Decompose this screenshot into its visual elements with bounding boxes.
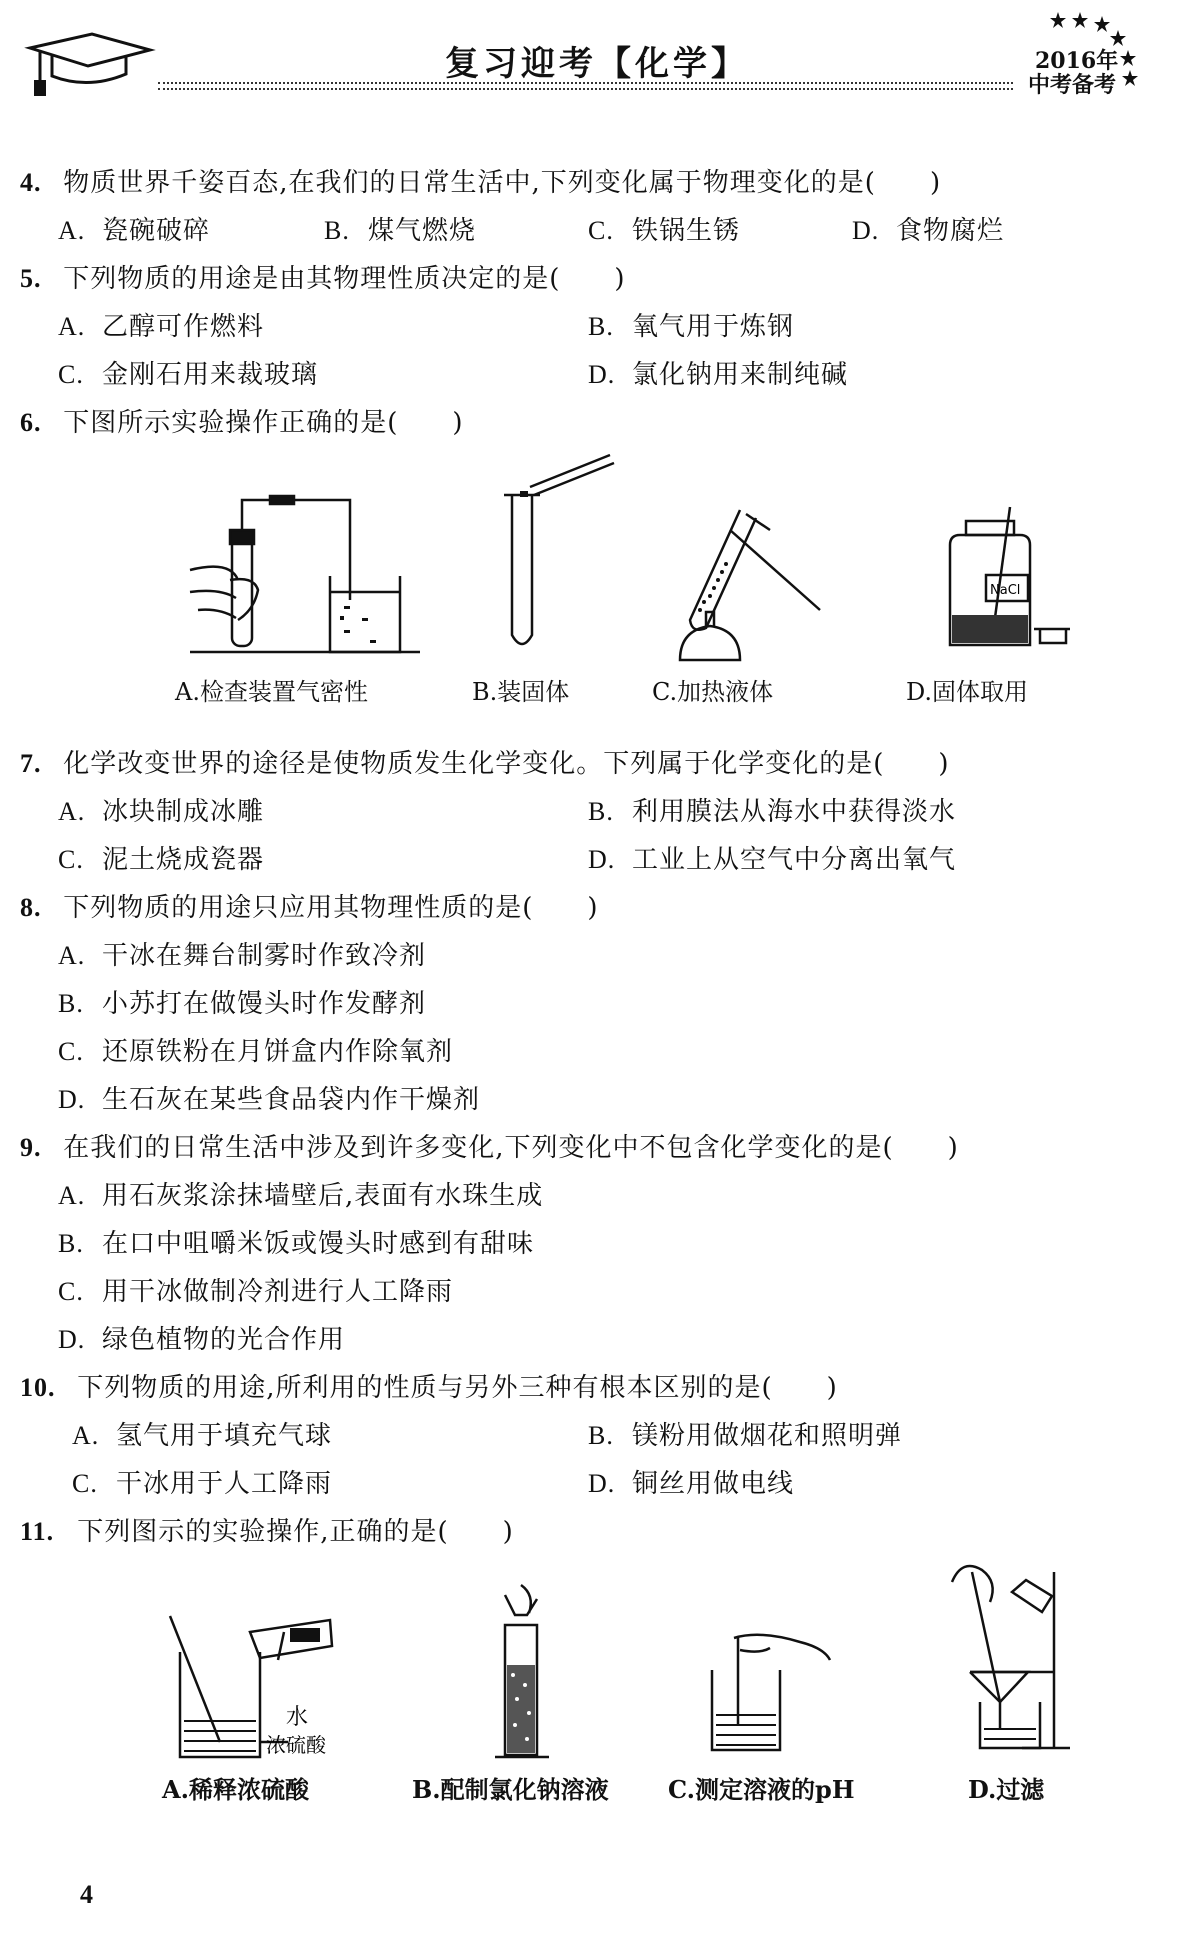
option-text: 利用膜法从海水中获得淡水 xyxy=(632,797,957,827)
question-6 xyxy=(20,402,464,439)
figure-diluting-acid xyxy=(160,1612,390,1762)
figure-loading-solid xyxy=(500,455,620,655)
question-text: 下图所示实验操作正确的是( ) xyxy=(63,408,464,438)
option-text: 绿色植物的光合作用 xyxy=(102,1325,346,1355)
figure-measuring-ph xyxy=(700,1630,840,1760)
option-letter: A. xyxy=(58,941,86,970)
option-letter: B. xyxy=(324,216,350,245)
question-text: 下列物质的用途只应用其物理性质的是( ) xyxy=(63,893,599,923)
option-text: 氢气用于填充气球 xyxy=(116,1421,333,1451)
nacl-label: NaCl xyxy=(990,583,1021,598)
question-text: 化学改变世界的途径是使物质发生化学变化。下列属于化学变化的是( ) xyxy=(63,749,950,779)
option-4d[interactable] xyxy=(852,210,1004,247)
question-text: 物质世界千姿百态,在我们的日常生活中,下列变化属于物理变化的是( ) xyxy=(63,168,942,198)
option-9b[interactable] xyxy=(58,1223,534,1260)
figure-taking-solid xyxy=(930,505,1070,655)
question-number: 8. xyxy=(20,893,42,922)
option-letter: C. xyxy=(58,1277,84,1306)
caption-6c: C.加热液体 xyxy=(652,678,774,706)
question-text: 下列物质的用途,所利用的性质与另外三种有根本区别的是( ) xyxy=(77,1373,838,1403)
question-11 xyxy=(20,1511,514,1548)
option-10d[interactable] xyxy=(588,1463,794,1500)
option-text: 氧气用于炼钢 xyxy=(632,312,795,342)
caption-11a: A.稀释浓硫酸 xyxy=(162,1775,309,1804)
option-9c[interactable] xyxy=(58,1271,453,1308)
option-4c[interactable] xyxy=(588,210,740,247)
option-letter: B. xyxy=(58,1229,84,1258)
option-letter: C. xyxy=(58,1037,84,1066)
figure-preparing-solution xyxy=(475,1585,575,1765)
option-text: 干冰在舞台制雾时作致冷剂 xyxy=(102,941,427,971)
option-letter: C. xyxy=(588,216,614,245)
option-8a[interactable] xyxy=(58,935,426,972)
option-letter: D. xyxy=(852,216,880,245)
option-8d[interactable] xyxy=(58,1079,480,1116)
option-text: 煤气燃烧 xyxy=(368,216,477,246)
option-text: 干冰用于人工降雨 xyxy=(116,1469,333,1499)
graduation-cap-icon xyxy=(22,30,152,100)
figure-airtightness-check xyxy=(190,480,420,660)
option-text: 生石灰在某些食品袋内作干燥剂 xyxy=(102,1085,481,1115)
option-text: 铜丝用做电线 xyxy=(632,1469,795,1499)
option-text: 金刚石用来裁玻璃 xyxy=(102,360,319,390)
option-4b[interactable] xyxy=(324,210,476,247)
badge-year: 2016年 xyxy=(1035,48,1119,74)
option-letter: A. xyxy=(58,797,86,826)
option-7a[interactable] xyxy=(58,791,264,828)
acid-label: 浓硫酸 xyxy=(266,1733,326,1757)
option-text: 泥土烧成瓷器 xyxy=(102,845,265,875)
option-letter: A. xyxy=(58,312,86,341)
page-header-title: 复习迎考【化学】 xyxy=(445,44,749,84)
page-number: 4 xyxy=(80,1880,93,1909)
option-5c[interactable] xyxy=(58,354,318,391)
option-letter: D. xyxy=(588,1469,616,1498)
option-text: 铁锅生锈 xyxy=(632,216,741,246)
option-7b[interactable] xyxy=(588,791,956,828)
question-text: 下列图示的实验操作,正确的是( ) xyxy=(77,1517,514,1547)
question-number: 11. xyxy=(20,1517,55,1546)
water-label: 水 xyxy=(286,1705,309,1730)
option-letter: B. xyxy=(588,797,614,826)
option-7c[interactable] xyxy=(58,839,264,876)
option-letter: A. xyxy=(58,216,86,245)
caption-6d: D.固体取用 xyxy=(906,678,1029,706)
question-number: 9. xyxy=(20,1133,42,1162)
caption-11b: B.配制氯化钠溶液 xyxy=(412,1775,609,1804)
option-7d[interactable] xyxy=(588,839,956,876)
question-7 xyxy=(20,743,950,780)
caption-11d: D.过滤 xyxy=(968,1775,1045,1804)
option-8c[interactable] xyxy=(58,1031,453,1068)
header-divider xyxy=(158,88,1013,90)
option-10a[interactable] xyxy=(72,1415,332,1452)
option-letter: D. xyxy=(588,845,616,874)
option-letter: A. xyxy=(72,1421,100,1450)
option-text: 在口中咀嚼米饭或馒头时感到有甜味 xyxy=(102,1229,535,1259)
option-letter: D. xyxy=(58,1085,86,1114)
option-9a[interactable] xyxy=(58,1175,543,1212)
badge-subtitle: 中考备考 xyxy=(1028,72,1117,98)
option-letter: B. xyxy=(588,1421,614,1450)
question-number: 5. xyxy=(20,264,42,293)
figure-filtration xyxy=(942,1552,1072,1752)
option-text: 食物腐烂 xyxy=(896,216,1005,246)
option-5b[interactable] xyxy=(588,306,794,343)
option-letter: C. xyxy=(58,845,84,874)
question-number: 10. xyxy=(20,1373,56,1402)
option-letter: A. xyxy=(58,1181,86,1210)
question-number: 6. xyxy=(20,408,42,437)
question-text: 下列物质的用途是由其物理性质决定的是( ) xyxy=(63,264,626,294)
option-letter: C. xyxy=(72,1469,98,1498)
option-text: 镁粉用做烟花和照明弹 xyxy=(632,1421,903,1451)
option-5a[interactable] xyxy=(58,306,264,343)
question-10 xyxy=(20,1367,838,1404)
option-letter: B. xyxy=(588,312,614,341)
option-text: 用石灰浆涂抹墙壁后,表面有水珠生成 xyxy=(102,1181,544,1211)
caption-6b: B.装固体 xyxy=(472,678,570,706)
question-8 xyxy=(20,887,599,924)
option-text: 小苏打在做馒头时作发酵剂 xyxy=(102,989,427,1019)
option-text: 氯化钠用来制纯碱 xyxy=(632,360,849,390)
option-5d[interactable] xyxy=(588,354,848,391)
question-9 xyxy=(20,1127,959,1164)
option-10c[interactable] xyxy=(72,1463,332,1500)
option-text: 冰块制成冰雕 xyxy=(102,797,265,827)
option-text: 工业上从空气中分离出氧气 xyxy=(632,845,957,875)
option-text: 乙醇可作燃料 xyxy=(102,312,265,342)
figure-heating-liquid xyxy=(670,500,830,670)
option-text: 用干冰做制冷剂进行人工降雨 xyxy=(102,1277,454,1307)
header-divider xyxy=(158,82,1013,84)
option-text: 还原铁粉在月饼盒内作除氧剂 xyxy=(102,1037,454,1067)
question-number: 4. xyxy=(20,168,42,197)
question-text: 在我们的日常生活中涉及到许多变化,下列变化中不包含化学变化的是( ) xyxy=(63,1133,959,1163)
caption-6a: A.检查装置气密性 xyxy=(175,678,368,706)
option-letter: D. xyxy=(588,360,616,389)
question-4 xyxy=(20,162,941,199)
option-letter: C. xyxy=(58,360,84,389)
option-9d[interactable] xyxy=(58,1319,345,1356)
question-number: 7. xyxy=(20,749,42,778)
option-4a[interactable] xyxy=(58,210,210,247)
option-text: 瓷碗破碎 xyxy=(102,216,211,246)
question-5 xyxy=(20,258,626,295)
option-10b[interactable] xyxy=(588,1415,902,1452)
option-8b[interactable] xyxy=(58,983,426,1020)
option-letter: D. xyxy=(58,1325,86,1354)
caption-11c: C.测定溶液的pH xyxy=(668,1775,855,1804)
option-letter: B. xyxy=(58,989,84,1018)
